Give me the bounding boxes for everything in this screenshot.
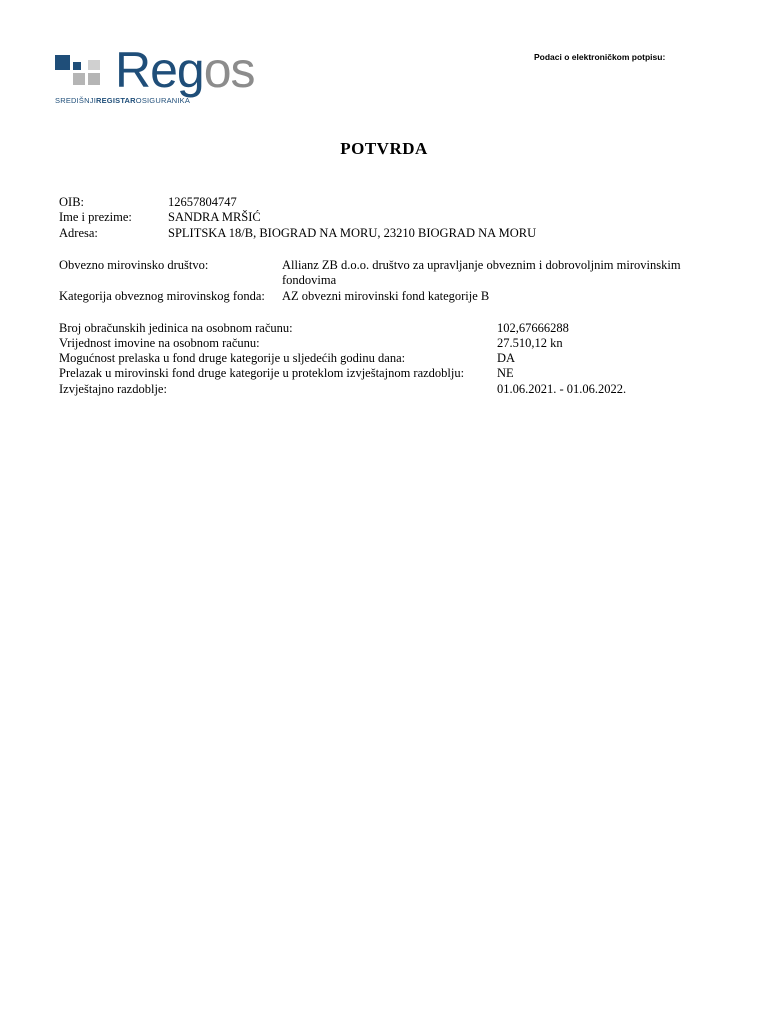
logo-tagline — [55, 96, 190, 105]
logo-wordmark-os: os — [203, 42, 255, 98]
assets-value: 27.510,12 kn — [497, 336, 563, 350]
tagline-part-1: SREDIŠNJI — [55, 96, 96, 105]
category-value: AZ obvezni mirovinski fond kategorije B — [282, 289, 490, 303]
switch-possible-label: Mogućnost prelaska u fond druge kategorije u sljedećih godinu dana: — [59, 351, 406, 365]
period-value: 01.06.2021. - 01.06.2022. — [497, 382, 627, 396]
name-value: SANDRA MRŠIĆ — [168, 210, 261, 224]
switch-possible-value: DA — [497, 351, 516, 365]
switched-value: NE — [497, 366, 514, 380]
units-value: 102,67666288 — [497, 321, 569, 335]
category-label: Kategorija obveznog mirovinskog fonda: — [59, 289, 265, 303]
regos-logo — [55, 42, 285, 110]
tagline-part-3: OSIGURANIKA — [135, 96, 191, 105]
units-label: Broj obračunskih jedinica na osobnom računu: — [59, 321, 293, 335]
company-label: Obvezno mirovinsko društvo: — [59, 258, 209, 272]
oib-value: 12657804747 — [168, 195, 237, 209]
logo-wordmark — [115, 40, 255, 100]
company-value: Allianz ZB d.o.o. društvo za upravljanje obveznim i dobrovoljnim mirovinskim fondovima — [282, 258, 681, 287]
document-title: POTVRDA — [340, 139, 428, 158]
switched-label: Prelazak u mirovinski fond druge kategorije u proteklom izvještajnom razdoblju: — [59, 366, 465, 380]
address-value: SPLITSKA 18/B, BIOGRAD NA MORU, 23210 BIOGRAD NA MORU — [168, 226, 537, 240]
tagline-part-2: REGISTAR — [95, 96, 136, 105]
name-label: Ime i prezime: — [59, 210, 132, 224]
logo-wordmark-reg: Reg — [115, 42, 204, 98]
address-label: Adresa: — [59, 226, 98, 240]
oib-label: OIB: — [59, 195, 84, 209]
signature-note: Podaci o elektroničkom potpisu: — [534, 52, 666, 62]
assets-label: Vrijednost imovine na osobnom računu: — [59, 336, 260, 350]
regos-logo-mark-icon — [55, 50, 113, 95]
period-label: Izvještajno razdoblje: — [59, 382, 167, 396]
